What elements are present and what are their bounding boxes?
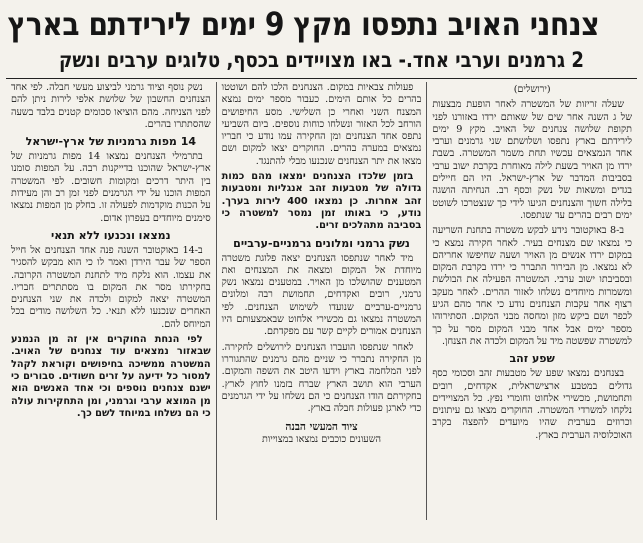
caption-subtext: השעונים כוכבים נמצאו במצוייות (261, 433, 382, 445)
paragraph: בצנחנים נמצאו שפע של מטבעות זהב וסכומי כסף גדולים במטבע ארצישראלית, אקדחים, רובים ותחמושת, מכשירי אלחוט וחומרי נפץ. כל המצויידים נלקחו למשרדי המשטרה. החוקרים מצאו גם עיתונים וכרוזים בערבית שהיו מיועדים להפצה בקרב האוכלוסיה הערבית בארץ. (432, 368, 632, 441)
dateline: (ירושלים) (513, 84, 551, 95)
column-left (6, 82, 216, 520)
section-heading: נשק גרמני ומלונים גרמניים-ערביים (233, 236, 410, 250)
paragraph: פעולות צבאיות במקום. הצנחנים הלכו להם ושוטטו בהרים כל אותם הימים. כעבור מספר ימים נמצא המצנח השני ואחרי כן השלישי. מסע החיפושים הורחב לכל האזור ונשלחו כוחות נוספים. ביום השביעי נתפס אחד הצנחנים ומן החקירה עמו נודע כי חבריו נמצאים במערה בהרים. החוקרים יצאו למקום ושם מצאו את יתר הצנחנים שנכנעו מבלי להתנגד. (221, 82, 422, 167)
paragraph: בתרמילי הצנחנים נמצאו 14 מפות גרמניות של ארץ-ישראל שהוכנו בדייקנות רבה. על המפות סומנו בין היתר דרכים ומקומות חשובים. לפי המשטרה המפות הוכנו על ידי הגרמנים לפני זמן רב והן מעידות על הכנות מוקדמות לפעולה זו. בחלק מן המפות נמצאו סימנים מיוחדים בעפרון אדום. (10, 151, 211, 224)
header-rule (6, 78, 637, 79)
paragraph: ב-14 באוקטובר השנה פנה אחד הצנחנים אל חייל הספר של עבר הירדן ואמר לו כי הוא מבקש להסגיר את עצמו. הוא נלקח מיד לתחנת המשטרה הקרובה. בחקירתו מסר את המקום בו מסתתרים חבריו. המשטרה יצאה למקום ולכדה את שני הצנחנים האחרים שנכנעו ללא תנאי. כל השלושה מודים בכל המיוחס להם. (10, 244, 211, 330)
paragraph: נשק נוסף וציוד גרמני לביצוע מעשי חבלה. לפי אחד הצנחנים החשבון של שלושת אלפי לירות ניתן להם לפני הצניחה. מהם הוציאו סכומים קטנים בלבד בשעה שהסתתרו בהרים. (10, 82, 211, 130)
paragraph: ב-8 באוקטובר נידע לבקש משטרה בתחנת השריעה כי נמצאו שם מצנחים בעיר. לאחר חקירה נמצא כי במקום ירדו אנשים מן האויר ושעה שחיפשו אחריהם לא נמצאו. מן הבירור התברר כי ירדו בקרבת המקום ובסביבתו ישוב ערבי. המשטרה הפעילה את הבולשת ומשמרות מיוחדים נשלחו לאזור ההרים. לאחר מעקב רצוף אחר עקבות הצנחנים נודע כי אחד מהם הגיע לכפר ושם ביקש מזון ומחסה מבני המקום. הסתירוהו מספר ימים אבל אחד מבני המקום מסר על כך למשטרה שפשטה מיד על המקום ולכדה את הצנחן. (432, 225, 632, 347)
section-heading: שפע זהב (509, 352, 555, 366)
headline: צנחני האויב נתפסו מקץ 9 ימים לירידתם בארץ (7, 5, 600, 43)
section-heading: 14 מפות גרמניות של ארץ-ישראל (25, 135, 197, 149)
article-columns (6, 82, 637, 520)
paragraph: לאחר שנתפסו הועברו הצנחנים לירושלים לחקירה. מן החקירה נתברר כי שניים מהם גרמנים שהתגוררו לפני המלחמה בארץ וידעו היטב את השפה והמקום. הערבי הוא תושב הארץ שברח בזמנו לחוץ לארץ. בחקירתם הודו הצנחנים כי הם נשלחו על ידי הגרמנים כדי לארגן פעולות חבלה בארץ. (221, 341, 422, 415)
paragraph: מיד לאחר שנתפסו הצנחנים יצאה פלוגת משטרה מיוחדת אל המקום ומצאה את המצנחים ואת המטענים שהושלכו מן האויר. במטענים נמצאו נשק גרמני, רובים ואקדחים, תחמושת רבה ומלונים גרמניים-ערביים שנועדו לשימוש הצנחנים. לפי המשטרה נמצאו גם מכשירי אלחוט שבאמצעותם היו הצנחנים אמורים לקיים קשר עם מפקדתם. (221, 252, 422, 338)
bold-paragraph: לפי הנחת החוקרים אין זה מן הנמנע שבאזור נמצאים עוד צנחנים של האויב. המשטרה ממשיכה בחיפושים וקוראת לקהל למסור כל ידיעה על זרים חשודים. סבורים כי ישנם צנחנים נוספים וכי אחד האנשים הוא מן המוצא ערבי וגרמני, ומן התחקירות עולה כי הם נשלחו במיוחד לשם כך. (10, 334, 211, 419)
section-heading: נמצאו ונכנעו ללא תנאי (51, 228, 171, 242)
caption-heading: ציוד המעשי הבנה (285, 421, 358, 434)
column-middle (216, 82, 427, 520)
column-right (426, 82, 637, 520)
paragraph: שעלה זריזות של המשטרה לאחר הופעת מבצעות של ג השנה אחר שים של שאותם ירדו באזורנו לפני תקופת שלושה צנחנים של האויב. מקץ 9 ימים לירידתם בארץ נתפסו ושלושתם שני גרמנים וערבי אחד הנמצאים עכשיו תחת משמר המשטרה. בשבת ירדו מן האויר בשעת לילה מאוחרת בקרבת ישוב ערבי בסביבות המדבר של ארץ-ישראל. היו הם חיילים בגדים ומשאות של נשק וכסף רב. הנחיתה הושגה בלילה חשוך והצנחנים הגיעו לידי כך שנצטרכו לשוטט ימים רבים בהרים עד שנתפסו. (432, 99, 632, 221)
subheadline: 2 גרמנים וערבי אחד.- באו מצויידים בכסף, טלוגים ערבים ונשק (59, 48, 584, 72)
bold-paragraph: בזמן שלכדו הצנחנים ימצאו מהם כמות גדולה של מטבעות זהב אנגליות ומטבעות זהב אחרות. כן נמצאו 400 לירות בערך. נודע, כי באותו זמן נמסר למשטרה כי בסביבה מתהלכים זרים. (221, 171, 422, 232)
